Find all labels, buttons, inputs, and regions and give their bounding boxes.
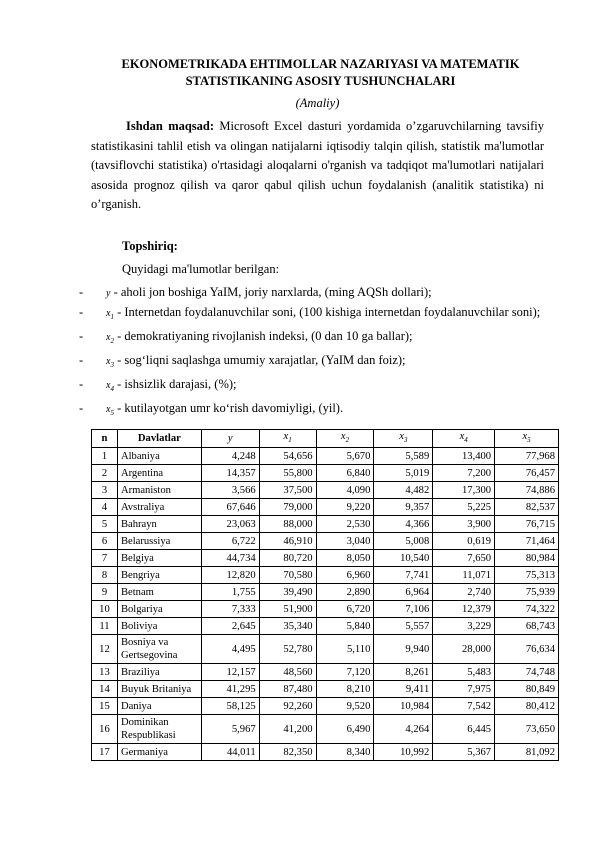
value-cell: 70,580 (259, 567, 316, 584)
value-cell: 7,106 (374, 601, 433, 618)
variable-item (79, 399, 544, 423)
country-cell: Braziliya (117, 664, 201, 681)
value-cell: 58,125 (201, 698, 259, 715)
value-cell: 3,040 (316, 533, 374, 550)
document-title: EKONOMETRIKADA EHTIMOLLAR NAZARIYASI VA MATEMATIK STATISTIKANING ASOSIY TUSHUNCHALARI (121, 57, 520, 88)
variable-description: - ishsizlik darajasi, (%); (113, 376, 237, 391)
value-cell: 11,071 (433, 567, 495, 584)
column-header: n (92, 430, 118, 448)
value-cell: 68,743 (495, 618, 559, 635)
value-cell: 74,748 (495, 664, 559, 681)
value-cell: 44,011 (201, 744, 259, 761)
data-table (91, 429, 559, 761)
value-cell: 80,412 (495, 698, 559, 715)
value-cell: 7,333 (201, 601, 259, 618)
row-number-cell: 11 (92, 618, 118, 635)
variable-symbol: y (106, 287, 111, 299)
value-cell: 74,886 (495, 482, 559, 499)
value-cell: 28,000 (433, 635, 495, 664)
row-number-cell: 4 (92, 499, 118, 516)
row-number-cell: 15 (92, 698, 118, 715)
document-subtitle: (Amaliy) (295, 96, 340, 110)
country-cell: Betnam (117, 584, 201, 601)
task-title: Topshiriq: (122, 238, 178, 253)
country-cell: Belgiya (117, 550, 201, 567)
value-cell: 37,500 (259, 482, 316, 499)
value-cell: 5,008 (374, 533, 433, 550)
value-cell: 8,050 (316, 550, 374, 567)
value-cell: 79,000 (259, 499, 316, 516)
value-cell: 9,940 (374, 635, 433, 664)
value-cell: 6,960 (316, 567, 374, 584)
value-cell: 2,890 (316, 584, 374, 601)
variable-item (79, 303, 544, 327)
value-cell: 6,490 (316, 715, 374, 744)
row-number-cell: 16 (92, 715, 118, 744)
table-row (92, 584, 559, 601)
value-cell: 5,840 (316, 618, 374, 635)
country-cell: Belarussiya (117, 533, 201, 550)
value-cell: 6,964 (374, 584, 433, 601)
country-cell: Dominikan Respublikasi (117, 715, 201, 744)
value-cell: 48,560 (259, 664, 316, 681)
purpose-paragraph (91, 117, 544, 215)
table-row (92, 715, 559, 744)
value-cell: 88,000 (259, 516, 316, 533)
value-cell: 6,840 (316, 465, 374, 482)
variable-description: - demokratiyaning rivojlanish indeksi, (0 dan 10 ga ballar); (113, 328, 413, 343)
value-cell: 8,210 (316, 681, 374, 698)
value-cell: 2,740 (433, 584, 495, 601)
row-number-cell: 14 (92, 681, 118, 698)
value-cell: 5,557 (374, 618, 433, 635)
value-cell: 8,340 (316, 744, 374, 761)
column-header: $x_5$ (495, 430, 559, 448)
value-cell: 76,457 (495, 465, 559, 482)
value-cell: 5,483 (433, 664, 495, 681)
value-cell: 5,110 (316, 635, 374, 664)
variable-symbol: $x_3$ (106, 355, 114, 369)
value-cell: 67,646 (201, 499, 259, 516)
value-cell: 9,357 (374, 499, 433, 516)
value-cell: 3,566 (201, 482, 259, 499)
value-cell: 6,720 (316, 601, 374, 618)
table-row (92, 635, 559, 664)
value-cell: 6,722 (201, 533, 259, 550)
value-cell: 23,063 (201, 516, 259, 533)
value-cell: 5,225 (433, 499, 495, 516)
country-cell: Bosniya va Gertsegovina (117, 635, 201, 664)
list-dash: - (79, 400, 84, 415)
variable-description: - sog‘liqni saqlashga umumiy xarajatlar, (YaIM dan foiz); (113, 352, 406, 367)
value-cell: 52,780 (259, 635, 316, 664)
row-number-cell: 17 (92, 744, 118, 761)
variable-item (79, 351, 544, 375)
row-number-cell: 5 (92, 516, 118, 533)
value-cell: 4,482 (374, 482, 433, 499)
value-cell: 7,200 (433, 465, 495, 482)
value-cell: 7,120 (316, 664, 374, 681)
value-cell: 4,248 (201, 448, 259, 465)
country-cell: Bahrayn (117, 516, 201, 533)
value-cell: 41,200 (259, 715, 316, 744)
value-cell: 80,720 (259, 550, 316, 567)
value-cell: 3,229 (433, 618, 495, 635)
value-cell: 7,975 (433, 681, 495, 698)
value-cell: 0,619 (433, 533, 495, 550)
value-cell: 4,090 (316, 482, 374, 499)
column-header: Davlatlar (117, 430, 201, 448)
variable-item (79, 283, 544, 303)
list-dash: - (79, 376, 84, 391)
value-cell: 5,670 (316, 448, 374, 465)
value-cell: 54,656 (259, 448, 316, 465)
value-cell: 17,300 (433, 482, 495, 499)
row-number-cell: 13 (92, 664, 118, 681)
value-cell: 44,734 (201, 550, 259, 567)
value-cell: 77,968 (495, 448, 559, 465)
value-cell: 4,264 (374, 715, 433, 744)
country-cell: Daniya (117, 698, 201, 715)
purpose-label: Ishdan maqsad: (126, 119, 215, 133)
value-cell: 35,340 (259, 618, 316, 635)
variable-item (79, 327, 544, 351)
table-row (92, 601, 559, 618)
value-cell: 2,645 (201, 618, 259, 635)
country-cell: Avstraliya (117, 499, 201, 516)
given-text: Quyidagi ma'lumotlar berilgan: (122, 261, 280, 276)
value-cell: 10,540 (374, 550, 433, 567)
variable-description: - Internetdan foydalanuvchilar soni, (100 kishiga internetdan foydalanuvchilar soni); (113, 304, 541, 319)
value-cell: 76,634 (495, 635, 559, 664)
country-cell: Buyuk Britaniya (117, 681, 201, 698)
value-cell: 87,480 (259, 681, 316, 698)
variable-description: - aholi jon boshiga YaIM, joriy narxlarda, (ming AQSh dollari); (110, 284, 432, 299)
table-row (92, 516, 559, 533)
variable-symbol: $x_2$ (106, 331, 114, 345)
column-header: $x_2$ (316, 430, 374, 448)
row-number-cell: 7 (92, 550, 118, 567)
country-cell: Albaniya (117, 448, 201, 465)
table-row (92, 698, 559, 715)
value-cell: 7,650 (433, 550, 495, 567)
value-cell: 8,261 (374, 664, 433, 681)
variable-symbol: $x_1$ (106, 307, 114, 321)
row-number-cell: 10 (92, 601, 118, 618)
variable-symbol: $x_5$ (106, 403, 114, 417)
value-cell: 12,820 (201, 567, 259, 584)
row-number-cell: 1 (92, 448, 118, 465)
column-header: $x_3$ (374, 430, 433, 448)
value-cell: 41,295 (201, 681, 259, 698)
value-cell: 74,322 (495, 601, 559, 618)
value-cell: 80,849 (495, 681, 559, 698)
value-cell: 5,019 (374, 465, 433, 482)
value-cell: 10,984 (374, 698, 433, 715)
table-row (92, 681, 559, 698)
value-cell: 73,650 (495, 715, 559, 744)
value-cell: 6,445 (433, 715, 495, 744)
list-dash: - (79, 304, 84, 319)
value-cell: 39,490 (259, 584, 316, 601)
value-cell: 13,400 (433, 448, 495, 465)
table-row (92, 465, 559, 482)
list-dash: - (79, 352, 84, 367)
list-dash: - (79, 284, 84, 299)
value-cell: 4,495 (201, 635, 259, 664)
column-header: $x_1$ (259, 430, 316, 448)
value-cell: 14,357 (201, 465, 259, 482)
value-cell: 9,220 (316, 499, 374, 516)
list-dash: - (79, 328, 84, 343)
value-cell: 5,367 (433, 744, 495, 761)
value-cell: 7,741 (374, 567, 433, 584)
country-cell: Germaniya (117, 744, 201, 761)
value-cell: 46,910 (259, 533, 316, 550)
table-row (92, 567, 559, 584)
variable-list (79, 283, 544, 423)
value-cell: 7,542 (433, 698, 495, 715)
country-cell: Bolgariya (117, 601, 201, 618)
table-row (92, 499, 559, 516)
value-cell: 82,537 (495, 499, 559, 516)
value-cell: 12,157 (201, 664, 259, 681)
table-body (92, 448, 559, 761)
variable-item (79, 375, 544, 399)
value-cell: 3,900 (433, 516, 495, 533)
row-number-cell: 3 (92, 482, 118, 499)
country-cell: Armaniston (117, 482, 201, 499)
value-cell: 10,992 (374, 744, 433, 761)
table-row (92, 744, 559, 761)
value-cell: 81,092 (495, 744, 559, 761)
value-cell: 9,520 (316, 698, 374, 715)
value-cell: 5,589 (374, 448, 433, 465)
value-cell: 1,755 (201, 584, 259, 601)
table-header-row (92, 430, 559, 448)
value-cell: 75,313 (495, 567, 559, 584)
value-cell: 80,984 (495, 550, 559, 567)
value-cell: 55,800 (259, 465, 316, 482)
value-cell: 51,900 (259, 601, 316, 618)
table-row (92, 482, 559, 499)
purpose-text: Microsoft Excel dasturi yordamida o’zgaruvchilarning tavsifiy statistikasini tahlil etish va olingan natijalarni iqtisodiy talqin qilish, statistik ma'lumotlar (tavsiflovchi statistika) o'rtasidagi aloqalarni o'rganish va tadqiqot ma'lumotlari natijalari asosida prognoz qilish va qaror qabul qilish uchun foydalanish (analitik statistika) ni o’rganish. (91, 119, 544, 212)
value-cell: 9,411 (374, 681, 433, 698)
value-cell: 4,366 (374, 516, 433, 533)
table-row (92, 550, 559, 567)
country-cell: Argentina (117, 465, 201, 482)
table-row (92, 448, 559, 465)
table-row (92, 533, 559, 550)
variable-symbol: $x_4$ (106, 379, 114, 393)
value-cell: 71,464 (495, 533, 559, 550)
country-cell: Boliviya (117, 618, 201, 635)
row-number-cell: 8 (92, 567, 118, 584)
table-row (92, 664, 559, 681)
table-row (92, 618, 559, 635)
value-cell: 2,530 (316, 516, 374, 533)
column-header: y (201, 430, 259, 448)
column-header: $x_4$ (433, 430, 495, 448)
country-cell: Bengriya (117, 567, 201, 584)
value-cell: 12,379 (433, 601, 495, 618)
value-cell: 5,967 (201, 715, 259, 744)
row-number-cell: 9 (92, 584, 118, 601)
value-cell: 76,715 (495, 516, 559, 533)
row-number-cell: 6 (92, 533, 118, 550)
value-cell: 82,350 (259, 744, 316, 761)
row-number-cell: 2 (92, 465, 118, 482)
value-cell: 75,939 (495, 584, 559, 601)
variable-description: - kutilayotgan umr ko‘rish davomiyligi, (yil). (113, 400, 344, 415)
value-cell: 92,260 (259, 698, 316, 715)
row-number-cell: 12 (92, 635, 118, 664)
